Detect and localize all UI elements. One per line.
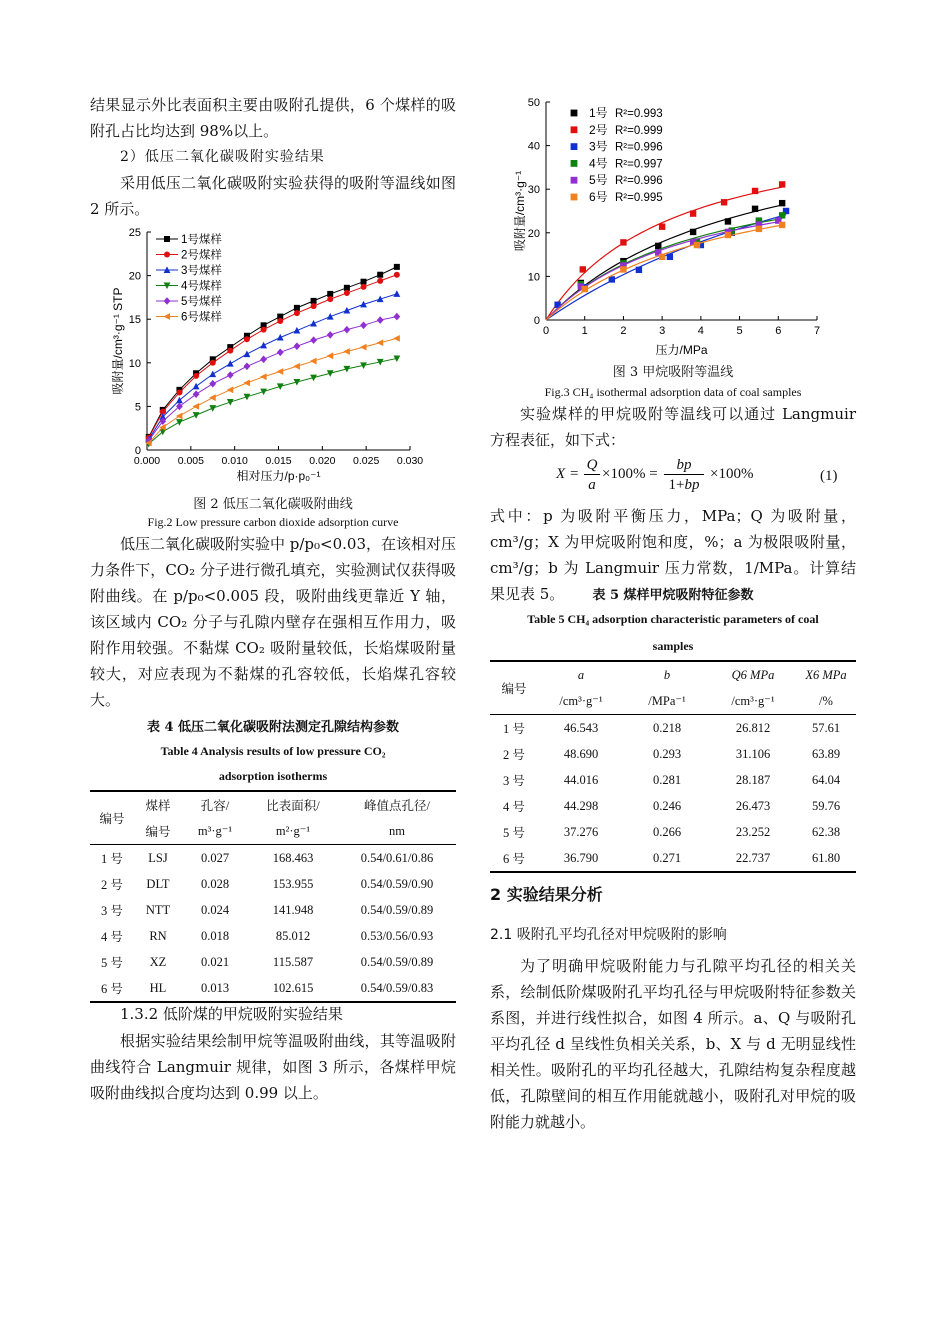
data-point: [571, 194, 578, 201]
table-5-cell: 26.473: [735, 798, 771, 813]
data-point: [244, 336, 250, 342]
data-point: [327, 331, 334, 339]
table-4-cell: 0.54/0.59/0.89: [360, 902, 434, 917]
data-point: [393, 335, 400, 342]
table-5-head2-x-unit: /%: [819, 693, 833, 708]
legend: [571, 106, 663, 204]
data-point: [193, 412, 200, 419]
table-5-cell: 61.80: [811, 850, 841, 865]
table-5-cell: 6 号: [503, 852, 525, 866]
table-4-head-sample: 煤样: [145, 799, 171, 813]
table-5-cell: 3 号: [503, 774, 525, 788]
table-4-cell: 1 号: [101, 852, 123, 866]
data-point: [393, 313, 400, 321]
table-4-head-surface-area: 比表面积/: [266, 799, 320, 813]
data-point: [244, 362, 251, 370]
data-point: [343, 307, 350, 314]
table-5-cell: 0.293: [652, 746, 682, 761]
table-5-cell: 62.38: [811, 824, 841, 839]
table-5-row: [490, 741, 856, 767]
data-point: [327, 291, 333, 297]
table-4-head2-sample: 编号: [145, 825, 171, 839]
data-point: [192, 403, 199, 410]
data-point: [571, 126, 578, 133]
data-point: [310, 320, 317, 327]
figure-3-methane-isotherm-chart: [490, 92, 856, 360]
series-4号煤样: [145, 355, 400, 447]
y-tick-label: 50: [527, 97, 540, 109]
table-4-head-id: 编号: [90, 791, 134, 845]
table-4-cell: 6 号: [101, 982, 123, 996]
data-point: [209, 371, 216, 378]
table-4: [90, 790, 456, 1003]
series-line: [149, 338, 397, 443]
legend-r2: R²=0.999: [615, 124, 663, 137]
table-5-cell: 23.252: [735, 824, 771, 839]
paragraph-co2-analysis: 低压二氧化碳吸附实验中 p/p₀<0.03，在该相对压力条件下，CO₂ 分子进行微孔填充，实验测试仅获得吸附曲线。在 p/p₀<0.005 段，吸附曲线更靠近 Y 轴，该区域内 CO₂ 分子与孔隙内壁存在强相互作用力，吸附作用较强。不黏煤 CO₂ 吸附量较低，长焰煤吸附量较大，对应表现为不黏煤的孔容较低，长焰煤孔容较大。: [90, 535, 457, 709]
data-point: [310, 336, 317, 344]
table-5-cell: 37.276: [563, 824, 599, 839]
table-5-head-q6: Q6 MPa: [731, 667, 775, 682]
table-4-cell: 0.54/0.59/0.90: [360, 876, 434, 891]
paragraph-fig2-intro: 采用低压二氧化碳吸附实验获得的吸附等温线如图 2 所示。: [90, 174, 456, 218]
data-point: [294, 342, 301, 350]
table-4-cell: 141.948: [272, 902, 314, 917]
data-point: [667, 254, 673, 260]
figure-3-caption-en: Fig.3 CH₄ isothermal adsorption data of coal samples: [544, 385, 802, 399]
legend-label: 2号: [589, 122, 608, 137]
table-5-head-b: b: [663, 667, 671, 682]
table-5-cell: 0.246: [652, 798, 682, 813]
y-tick-label: 40: [527, 140, 540, 153]
x-axis-label: 相对压力/p·p₀⁻¹: [236, 469, 321, 483]
table-4-cell: 2 号: [101, 878, 123, 892]
data-point: [360, 344, 367, 351]
table-5-cell: 22.737: [735, 850, 771, 865]
table-4-cell: 4 号: [101, 930, 123, 944]
table-4-title: 表 4 低压二氧化碳吸附法测定孔隙结构参数: [146, 720, 400, 735]
legend-label: 3号: [589, 139, 608, 154]
data-point: [277, 368, 284, 375]
paragraph-methane-results: 根据实验结果绘制甲烷等温吸附曲线，其等温吸附曲线符合 Langmuir 规律，如图 3 所示，各煤样甲烷吸附曲线拟合度均达到 0.99 以上。: [90, 1032, 456, 1102]
table-5-cell: 4 号: [503, 800, 525, 814]
table-5-title-en-1: Table 5 CH₄ adsorption characteristic parameters of coal: [527, 612, 819, 626]
table-4-cell: 0.018: [200, 928, 230, 943]
equation-number: (1): [820, 468, 838, 484]
figure-3-caption: 图 3 甲烷吸附等温线: [612, 365, 734, 380]
data-point: [311, 298, 317, 304]
table-5-cell: 64.04: [811, 772, 841, 787]
y-axis-label: 吸附量/cm³·g⁻¹ STP: [111, 287, 125, 395]
table-4-cell: 3 号: [101, 904, 123, 918]
data-point: [655, 243, 661, 249]
table-4-title-en-2: adsorption isotherms: [218, 769, 328, 783]
y-tick-label: 15: [128, 314, 141, 327]
data-point: [377, 272, 383, 278]
table-4-cell: 0.54/0.59/0.83: [360, 980, 434, 995]
y-tick-label: 10: [128, 357, 141, 370]
table-4-cell: 0.027: [200, 850, 230, 865]
data-point: [582, 286, 588, 292]
data-point: [277, 334, 284, 341]
data-point: [227, 360, 234, 367]
series-6号煤样: [145, 335, 400, 446]
table-5-row: [490, 793, 856, 819]
data-point: [164, 236, 170, 242]
data-point: [361, 284, 367, 290]
table-5-cell: 44.298: [563, 798, 599, 813]
table-5-cell: 2 号: [503, 748, 525, 762]
table-5-cell: 44.016: [563, 772, 599, 787]
paragraph-intro: 结果显示外比表面积主要由吸附孔提供，6 个煤样的吸附孔占比均达到 98%以上。: [90, 96, 456, 140]
table-5-row: [490, 845, 856, 872]
subheading-co2: 2）低压二氧化碳吸附实验结果: [120, 149, 325, 165]
table-4-cell: 85.012: [275, 928, 311, 943]
table-4-head2-unit-volume: m³·g⁻¹: [197, 824, 233, 838]
table-4-head-pore-volume: 孔容/: [200, 799, 230, 813]
data-point: [209, 380, 216, 388]
legend-label: 5号: [589, 173, 608, 188]
data-point: [294, 327, 301, 334]
data-point: [311, 303, 317, 309]
table-4-row: [90, 975, 456, 1002]
table-5-cell: 26.812: [735, 720, 771, 735]
legend: [156, 232, 222, 324]
data-point: [377, 339, 384, 346]
data-point: [193, 373, 199, 379]
table-5-head-a: a: [577, 667, 585, 682]
data-point: [310, 358, 317, 365]
data-point: [694, 242, 700, 248]
data-point: [636, 267, 642, 273]
data-point: [659, 223, 665, 229]
data-point: [571, 143, 578, 150]
data-point: [580, 266, 586, 272]
table-4-row: [90, 923, 456, 949]
data-point: [361, 279, 367, 285]
equation-langmuir: X = Q a ×100% = bp 1+bp ×100% (1): [556, 457, 838, 493]
data-point: [294, 305, 300, 311]
data-point: [377, 316, 384, 324]
table-4-cell: 168.463: [272, 850, 314, 865]
x-tick-label: 4: [697, 325, 704, 337]
table-4-row: [90, 897, 456, 923]
y-tick-label: 20: [527, 227, 540, 240]
legend-r2: R²=0.996: [615, 141, 663, 154]
data-point: [176, 419, 183, 426]
data-point: [209, 405, 216, 412]
table-5-cell: 31.106: [735, 746, 771, 761]
table-5-cell: 59.76: [811, 798, 841, 813]
data-point: [659, 254, 665, 260]
table-5-head-x6: X6 MPa: [805, 667, 847, 682]
table-4-cell: 0.54/0.59/0.89: [360, 954, 434, 969]
y-tick-label: 5: [134, 401, 141, 414]
data-point: [243, 379, 250, 386]
y-tick-label: 0: [134, 445, 141, 457]
data-point: [725, 232, 731, 238]
data-point: [394, 264, 400, 270]
data-point: [193, 390, 200, 398]
table-5-cell: 0.281: [652, 772, 682, 787]
table-5-head2-b-unit: /MPa⁻¹: [648, 694, 686, 708]
table-4-cell: 0.54/0.61/0.86: [360, 850, 434, 865]
table-4-head2-unit-area: m²·g⁻¹: [275, 824, 311, 838]
data-point: [227, 386, 234, 393]
legend-label: 5号煤样: [181, 296, 222, 308]
table-4-cell: 0.021: [200, 954, 230, 969]
x-axis-label: 压力/MPa: [655, 343, 708, 357]
x-tick-label: 0.030: [396, 455, 424, 467]
table-4-row: [90, 949, 456, 975]
table-5-row: [490, 767, 856, 793]
data-point: [193, 383, 200, 390]
data-point: [377, 278, 383, 284]
x-tick-label: 0.015: [265, 455, 292, 467]
data-point: [756, 226, 762, 232]
x-tick-label: 0: [542, 325, 550, 337]
series-4号: [546, 212, 785, 320]
x-tick-label: 0.005: [177, 455, 204, 467]
x-tick-label: 0.020: [309, 455, 336, 467]
x-tick-label: 0.010: [221, 455, 248, 467]
data-point: [344, 285, 350, 291]
table-4-head-peak-pore: 峰值点孔径/: [364, 799, 430, 813]
figure-2-caption-en: Fig.2 Low pressure carbon dioxide adsorption curve: [147, 515, 399, 529]
data-point: [343, 348, 350, 355]
data-point: [277, 318, 283, 324]
section-1-3-2-heading: 1.3.2 低阶煤的甲烷吸附实验结果: [120, 1005, 343, 1023]
data-point: [327, 352, 334, 359]
data-point: [176, 389, 182, 395]
table-4-row: [90, 871, 456, 897]
data-point: [690, 210, 696, 216]
data-point: [327, 313, 334, 320]
table-4-cell: LSJ: [148, 850, 168, 865]
table-4-cell: HL: [149, 980, 167, 995]
data-point: [393, 290, 400, 297]
y-tick-label: 30: [527, 184, 540, 197]
series-2号: [546, 181, 785, 320]
data-point: [394, 272, 400, 278]
data-point: [571, 177, 578, 184]
table-4-cell: NTT: [145, 902, 171, 917]
table-5-cell: 0.271: [652, 850, 682, 865]
table-5-row: [490, 715, 856, 742]
table-4-head2-unit-nm: nm: [389, 823, 405, 838]
legend-r2: R²=0.996: [615, 175, 663, 188]
legend-label: 6号煤样: [181, 311, 222, 324]
data-point: [294, 310, 300, 316]
table-4-cell: 102.615: [272, 980, 314, 995]
x-tick-label: 1: [581, 325, 588, 337]
x-tick-label: 3: [659, 325, 666, 337]
y-tick-label: 25: [128, 227, 141, 239]
legend-label: 1号: [589, 106, 608, 120]
section-2-heading: 2 实验结果分析: [490, 885, 603, 904]
table-5-cell: 1 号: [503, 722, 525, 736]
table-5-cell: 5 号: [503, 826, 525, 840]
data-point: [620, 266, 626, 272]
data-point: [260, 342, 267, 349]
figure-2-co2-adsorption-chart: [90, 222, 456, 492]
legend-label: 3号煤样: [181, 265, 222, 277]
legend-label: 6号: [589, 190, 608, 204]
table-5-title-en-2: samples: [652, 639, 694, 653]
table-5-cell: 36.790: [563, 850, 599, 865]
table-5-cell: 48.690: [563, 746, 599, 761]
x-tick-label: 0.025: [353, 455, 380, 467]
series-5号煤样: [145, 313, 400, 444]
x-tick-label: 0.000: [133, 455, 161, 467]
table-4-cell: RN: [149, 928, 167, 943]
data-point: [571, 110, 578, 117]
data-point: [721, 199, 727, 205]
legend-label: 1号煤样: [181, 234, 222, 246]
table-5-title: 表 5 煤样甲烷吸附特征参数: [592, 588, 754, 603]
legend-r2: R²=0.995: [615, 192, 663, 204]
data-point: [690, 229, 696, 235]
legend-label: 4号煤样: [181, 280, 222, 293]
data-point: [752, 206, 758, 212]
x-tick-label: 6: [775, 325, 782, 337]
data-point: [779, 222, 785, 228]
data-point: [277, 349, 284, 357]
data-point: [620, 239, 626, 245]
data-point: [227, 371, 234, 379]
data-point: [209, 394, 216, 401]
data-point: [360, 322, 367, 330]
data-point: [343, 326, 350, 334]
data-point: [164, 252, 170, 258]
x-tick-label: 2: [620, 325, 627, 337]
table-4-cell: DLT: [146, 876, 170, 891]
data-point: [752, 188, 758, 194]
data-point: [244, 350, 251, 357]
data-point: [571, 160, 578, 167]
table-5-row: [490, 819, 856, 845]
data-point: [293, 363, 300, 370]
table-4-cell: 0.028: [200, 876, 230, 891]
data-point: [779, 181, 785, 187]
data-point: [327, 296, 333, 302]
table-5-cell: 63.89: [811, 746, 841, 761]
table-5-cell: 57.61: [811, 720, 841, 735]
table-4-row: [90, 845, 456, 872]
y-axis-label: 吸附量/cm³·g⁻¹: [513, 170, 527, 252]
table-5: [490, 660, 856, 873]
legend-label: 4号: [589, 156, 608, 171]
table-5-cell: 46.543: [563, 720, 599, 735]
table-5-head2-q-unit: /cm³·g⁻¹: [731, 694, 775, 708]
data-point: [164, 297, 171, 305]
table-5-head2-a-unit: /cm³·g⁻¹: [559, 694, 603, 708]
data-point: [210, 360, 216, 366]
section-2-1-heading: 2.1 吸附孔平均孔径对甲烷吸附的影响: [490, 927, 727, 943]
table-4-cell: 0.024: [200, 902, 230, 917]
series-3号: [546, 208, 789, 320]
data-point: [344, 290, 350, 296]
table-4-cell: 115.587: [272, 954, 314, 969]
table-4-cell: XZ: [149, 954, 167, 969]
table-5-cell: 28.187: [735, 772, 771, 787]
table-4-title-en-1: Table 4 Analysis results of low pressure CO₂: [160, 744, 386, 758]
table-5-cell: 0.218: [652, 720, 682, 735]
y-tick-label: 20: [128, 270, 141, 283]
legend-r2: R²=0.997: [615, 158, 663, 171]
x-tick-label: 7: [813, 325, 821, 337]
data-point: [779, 200, 785, 206]
data-point: [227, 348, 233, 354]
figure-2-caption: 图 2 低压二氧化碳吸附曲线: [193, 497, 353, 512]
table-4-cell: 0.013: [200, 980, 230, 995]
table-4-cell: 0.53/0.56/0.93: [360, 928, 434, 943]
data-point: [261, 327, 267, 333]
data-point: [260, 356, 267, 364]
paragraph-pore-analysis: 为了明确甲烷吸附能力与孔隙平均孔径的相关关系，绘制低阶煤吸附孔平均孔径与甲烷吸附特征参数关系图，并进行线性拟合，如图 4 所示。a、Q 与吸附孔平均孔径 d 呈线性负相关关系，b、X 与 d 无明显线性相关性。吸附孔的平均孔径越大，孔隙结构复杂程度越低，孔隙壁间的相互作用能就越小，吸附孔对甲烷的吸附能力就越小。: [490, 957, 856, 1131]
table-4-cell: 153.955: [272, 876, 314, 891]
series-1号: [546, 200, 785, 320]
table-5-cell: 0.266: [652, 824, 682, 839]
data-point: [725, 218, 731, 224]
x-tick-label: 5: [736, 325, 743, 337]
y-tick-label: 0: [533, 315, 540, 327]
series-line: [149, 317, 397, 441]
paragraph-variable-definitions: 式中：p 为吸附平衡压力，MPa；Q 为吸附量，cm³/g；X 为甲烷吸附饱和度，%；a 为极限吸附量，cm³/g；b 为 Langmuir 压力常数，1/MPa。计算结果见表 5。: [490, 507, 856, 603]
data-point: [260, 373, 267, 380]
table-5-head-id: 编号: [490, 661, 538, 715]
legend-r2: R²=0.993: [615, 108, 663, 120]
legend-label: 2号煤样: [181, 249, 222, 262]
y-tick-label: 10: [527, 271, 540, 284]
table-4-cell: 5 号: [101, 956, 123, 970]
paragraph-langmuir-intro: 实验煤样的甲烷吸附等温线可以通过 Langmuir 方程表征，如下式：: [490, 405, 856, 449]
data-point: [163, 313, 170, 320]
